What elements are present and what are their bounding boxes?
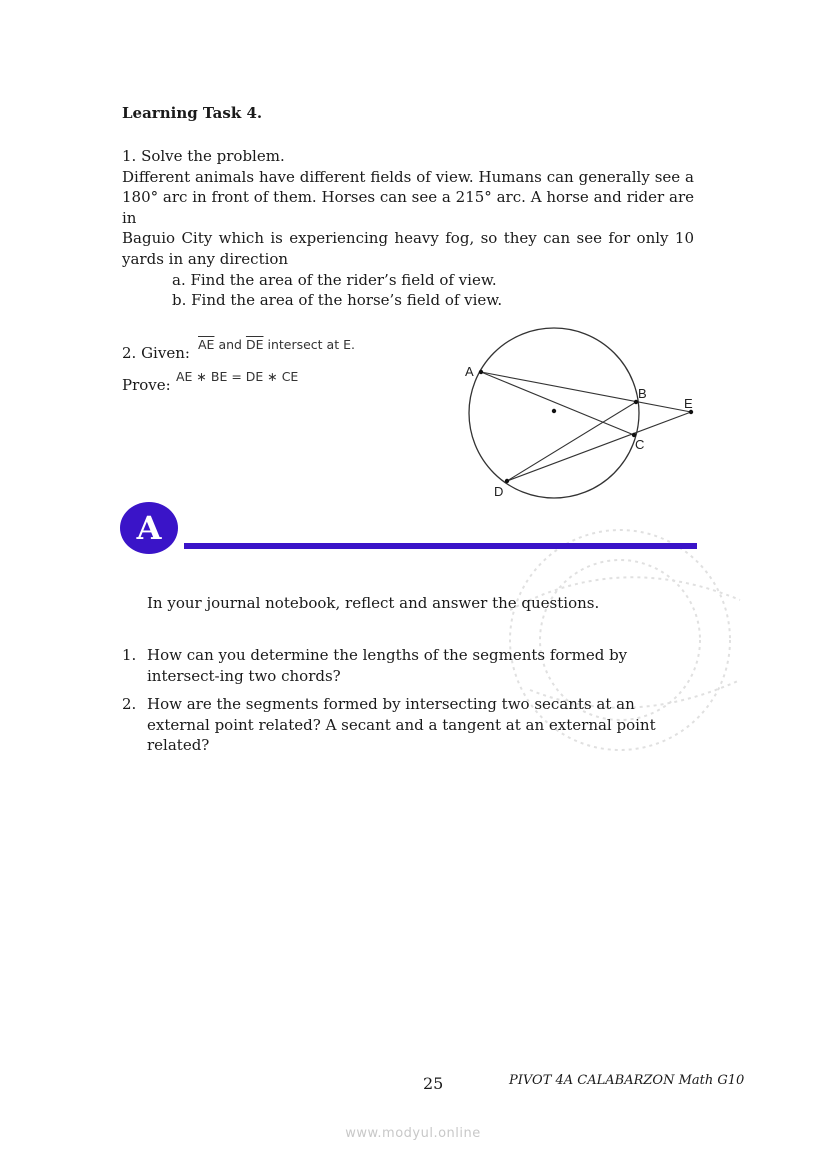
given-and: and [218, 337, 242, 352]
label-a: A [465, 364, 474, 379]
problem-1-text-b: Baguio City which is experiencing heavy fog, so they can see for only 10 yards in any direction [122, 229, 694, 268]
task-title: Learning Task 4. [122, 104, 263, 122]
label-c: C [635, 437, 645, 452]
page-number: 25 [423, 1074, 444, 1093]
problem-1-item-a: a. Find the area of the rider’s field of view. [172, 270, 497, 289]
question-item [122, 694, 697, 756]
footer-brand: PIVOT 4A CALABARZON Math G10 [509, 1073, 745, 1088]
problem-1-heading: 1. Solve the problem. [122, 147, 285, 165]
given-label: 2. Given: [122, 344, 190, 362]
reflection-intro: In your journal notebook, reflect and answer the questions. [147, 594, 600, 612]
center-point [552, 409, 556, 413]
given-rest: intersect at E. [267, 337, 355, 352]
point-a [479, 370, 483, 374]
problem-1-text-a: Different animals have different fields of view. Humans can generally see a 180° arc in front of them. Horses can see a 215° arc. A horse and rider are in [122, 167, 694, 227]
prove-label: Prove: [122, 376, 171, 394]
label-d: D [494, 484, 504, 499]
secant-ae [481, 372, 691, 412]
question-number: 1. [122, 646, 137, 664]
prove-statement: AE ∗ BE = DE ∗ CE [176, 369, 299, 384]
label-b: B [638, 386, 647, 401]
site-watermark: www.modyul.online [345, 1126, 481, 1141]
reflection-questions [122, 645, 697, 764]
segment-de: $\overline{DE}$ [245, 337, 264, 352]
problem-1 [122, 146, 694, 311]
section-divider [184, 543, 697, 549]
question-number: 2. [122, 695, 137, 714]
question-text: How are the segments formed by intersecting two secants at an external point related? A secant and a tangent at an external point related? [147, 695, 656, 755]
problem-1-item-b: b. Find the area of the horse’s field of view. [172, 291, 503, 310]
chord-ac [481, 372, 634, 435]
section-a-badge: A [120, 502, 178, 554]
question-item [122, 645, 697, 686]
question-text: How can you determine the lengths of the segments formed by intersect-ing two chords? [147, 646, 628, 685]
given-statement [198, 337, 355, 352]
label-e: E [684, 396, 693, 411]
segment-ae: $\overline{AE}$ [198, 337, 215, 352]
